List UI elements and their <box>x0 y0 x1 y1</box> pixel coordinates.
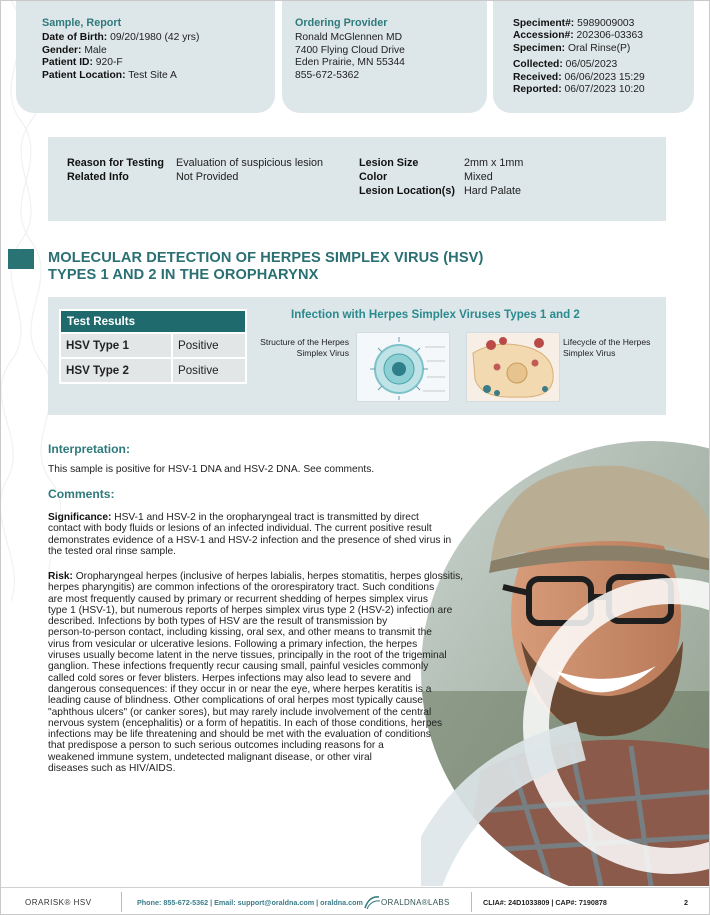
test-results-header: Test Results <box>60 310 246 333</box>
lesion-location-label: Lesion Location(s) <box>359 185 455 197</box>
received-date: 06/06/2023 15:29 <box>564 71 645 83</box>
risk-line: herpes pharyngitis) are common infections of the ororespiratory tract. Such conditions <box>48 582 435 594</box>
report-title-line-2: TYPES 1 AND 2 IN THE OROPHARYNX <box>48 266 319 283</box>
reported-date: 06/07/2023 10:20 <box>564 84 645 96</box>
reason-value: Evaluation of suspicious lesion <box>176 157 324 169</box>
risk-line: described. Infections by both types of HSV are the result of transmission by <box>48 616 388 628</box>
risk-line: type 1 (HSV-1), but numerous reports of herpes simplex virus type 2 (HSV-2) infection are <box>48 604 453 616</box>
gender-value: Male <box>84 44 107 56</box>
provider-address-1: 7400 Flying Cloud Drive <box>295 44 405 56</box>
risk-line: Oropharyngeal herpes (inclusive of herpes labialis, herpes stomatitis, herpes glossitis, <box>72 571 464 582</box>
patient-id-value: 920-F <box>95 57 123 69</box>
related-value: Not Provided <box>176 171 239 183</box>
related-label: Related Info <box>67 171 129 183</box>
lifecycle-caption <box>563 337 650 359</box>
reason-label: Reason for Testing <box>67 157 164 169</box>
dob-value: 09/20/1980 (42 yrs) <box>110 32 200 44</box>
accession-number: 202306-03363 <box>576 30 643 42</box>
significance-label: Significance: <box>48 512 112 523</box>
lesion-size-label: Lesion Size <box>359 157 419 169</box>
test-name: HSV Type 1 <box>60 333 172 358</box>
page-number: 2 <box>684 898 688 907</box>
lifecycle-caption-line-2: Simplex Virus <box>563 348 616 358</box>
risk-line: that predispose a person to such serious outcomes including reasons for a <box>48 740 384 752</box>
table-row <box>60 333 246 358</box>
risk-line: leading cause of blindness. Other complications of oral herpes most typically cause <box>48 695 423 707</box>
accession-label: Accession#: <box>513 30 574 42</box>
risk-line: dangerous consequences: if they occur in or near the eye, where herpes keratitis is a <box>48 683 432 695</box>
risk-line: ganglion. These infections frequently recur causing small, painful vesicles commonly <box>48 661 429 673</box>
title-accent-bar <box>8 249 34 269</box>
test-name: HSV Type 2 <box>60 358 172 383</box>
footer-divider <box>471 892 472 912</box>
risk-line: nervous system (encephalitis) or a form of hepatitis. In each of those conditions, herpes <box>48 717 443 729</box>
footer-lab-logo: ORALDNA®LABS <box>381 898 450 907</box>
footer-contact: Phone: 855-672-5362 | Email: support@oraldna.com | oraldna.com <box>137 898 363 907</box>
dob-label: Date of Birth: <box>42 32 108 44</box>
risk-line: virus from vesicular or ulcerative lesions. Following a primary infection, the herpes <box>48 638 418 650</box>
risk-line: infections may be life threatening and should be met with the evaluation of conditions <box>48 729 431 741</box>
structure-caption-line-2: Simplex Virus <box>296 348 349 358</box>
collected-date: 06/05/2023 <box>565 59 618 71</box>
patient-location-value: Test Site A <box>128 69 177 81</box>
provider-address-2: Eden Prairie, MN 55344 <box>295 57 405 69</box>
patient-card <box>16 1 275 113</box>
footer-clia: CLIA#: 24D1033809 | CAP#: 7190878 <box>483 898 607 907</box>
risk-line: called cold sores or fever blisters. Herpes infections may also lead to severe and <box>48 672 411 684</box>
oraldna-logo-icon <box>363 894 381 910</box>
patient-location-label: Patient Location: <box>42 69 126 81</box>
provider-card <box>282 1 487 113</box>
risk-line: "aphthous ulcers" (or canker sores), but may rarely include involvement of the central <box>48 706 432 718</box>
risk-line: viruses usually become latent in the nerve tissues, principally in the root of the trigeminal <box>48 650 447 662</box>
collected-label: Collected: <box>513 59 563 71</box>
comments-heading: Comments: <box>48 487 115 501</box>
provider-phone: 855-672-5362 <box>295 69 360 81</box>
test-result: Positive <box>172 333 246 358</box>
lesion-color-value: Mixed <box>464 171 493 183</box>
risk-line: are most frequently caused by primary or recurrent shedding of herpes simplex virus <box>48 593 428 605</box>
specimen-card <box>493 1 694 113</box>
significance-paragraph <box>48 512 506 557</box>
clinical-info-box <box>48 137 666 221</box>
structure-caption-line-1: Structure of the Herpes <box>260 337 349 347</box>
table-row <box>60 358 246 383</box>
significance-line: demonstrates evidence of a HSV-1 and HSV-2 infection and the presence of shed virus in <box>48 534 452 546</box>
significance-line: contact with body fluids or lesions of an infected individual. The current positive result <box>48 523 432 535</box>
lifecycle-caption-line-1: Lifecycle of the Herpes <box>563 337 651 347</box>
footer-divider <box>121 892 122 912</box>
provider-name: Ronald McGlennen MD <box>295 32 403 44</box>
report-title-line-1: MOLECULAR DETECTION OF HERPES SIMPLEX VIRUS (HSV) <box>48 250 484 266</box>
patient-id-label: Patient ID: <box>42 57 93 69</box>
virus-structure-image <box>356 332 450 402</box>
received-label: Received: <box>513 71 562 83</box>
virus-lifecycle-image <box>466 332 560 402</box>
lesion-size-value: 2mm x 1mm <box>464 157 524 169</box>
specimen-type-label: Specimen: <box>513 42 566 54</box>
infection-title: Infection with Herpes Simplex Viruses Types 1 and 2 <box>291 308 580 321</box>
risk-label: Risk: <box>48 571 73 582</box>
structure-caption <box>256 337 349 359</box>
reported-label: Reported: <box>513 84 562 96</box>
footer-brand: ORARISK® HSV <box>25 898 92 907</box>
risk-line: diseases such as HIV/AIDS. <box>48 763 176 775</box>
risk-line: weakened immune system, undetected malignant disease, or other viral <box>48 751 372 763</box>
patient-name: Sample, Report <box>42 17 122 29</box>
significance-line: HSV-1 and HSV-2 in the oropharyngeal tract is transmitted by direct <box>111 512 419 523</box>
test-result: Positive <box>172 358 246 383</box>
interpretation-text: This sample is positive for HSV-1 DNA and HSV-2 DNA. See comments. <box>48 464 375 475</box>
specimen-number: 5989009003 <box>577 18 635 29</box>
lesion-location-value: Hard Palate <box>464 185 522 197</box>
results-panel <box>48 297 666 415</box>
risk-paragraph <box>48 571 506 774</box>
risk-line: person-to-person contact, including kissing, oral sex, and other means to transmit the <box>48 627 432 639</box>
significance-line: the tested oral rinse sample. <box>48 545 176 557</box>
gender-label: Gender: <box>42 44 82 56</box>
report-title <box>48 250 648 283</box>
specimen-type: Oral Rinse(P) <box>567 42 631 54</box>
provider-title: Ordering Provider <box>295 17 388 29</box>
lesion-color-label: Color <box>359 171 388 183</box>
specimen-number-label: Speciment#: <box>513 18 575 29</box>
page-footer <box>1 887 710 915</box>
test-results-table <box>59 309 247 384</box>
interpretation-heading: Interpretation: <box>48 442 130 456</box>
